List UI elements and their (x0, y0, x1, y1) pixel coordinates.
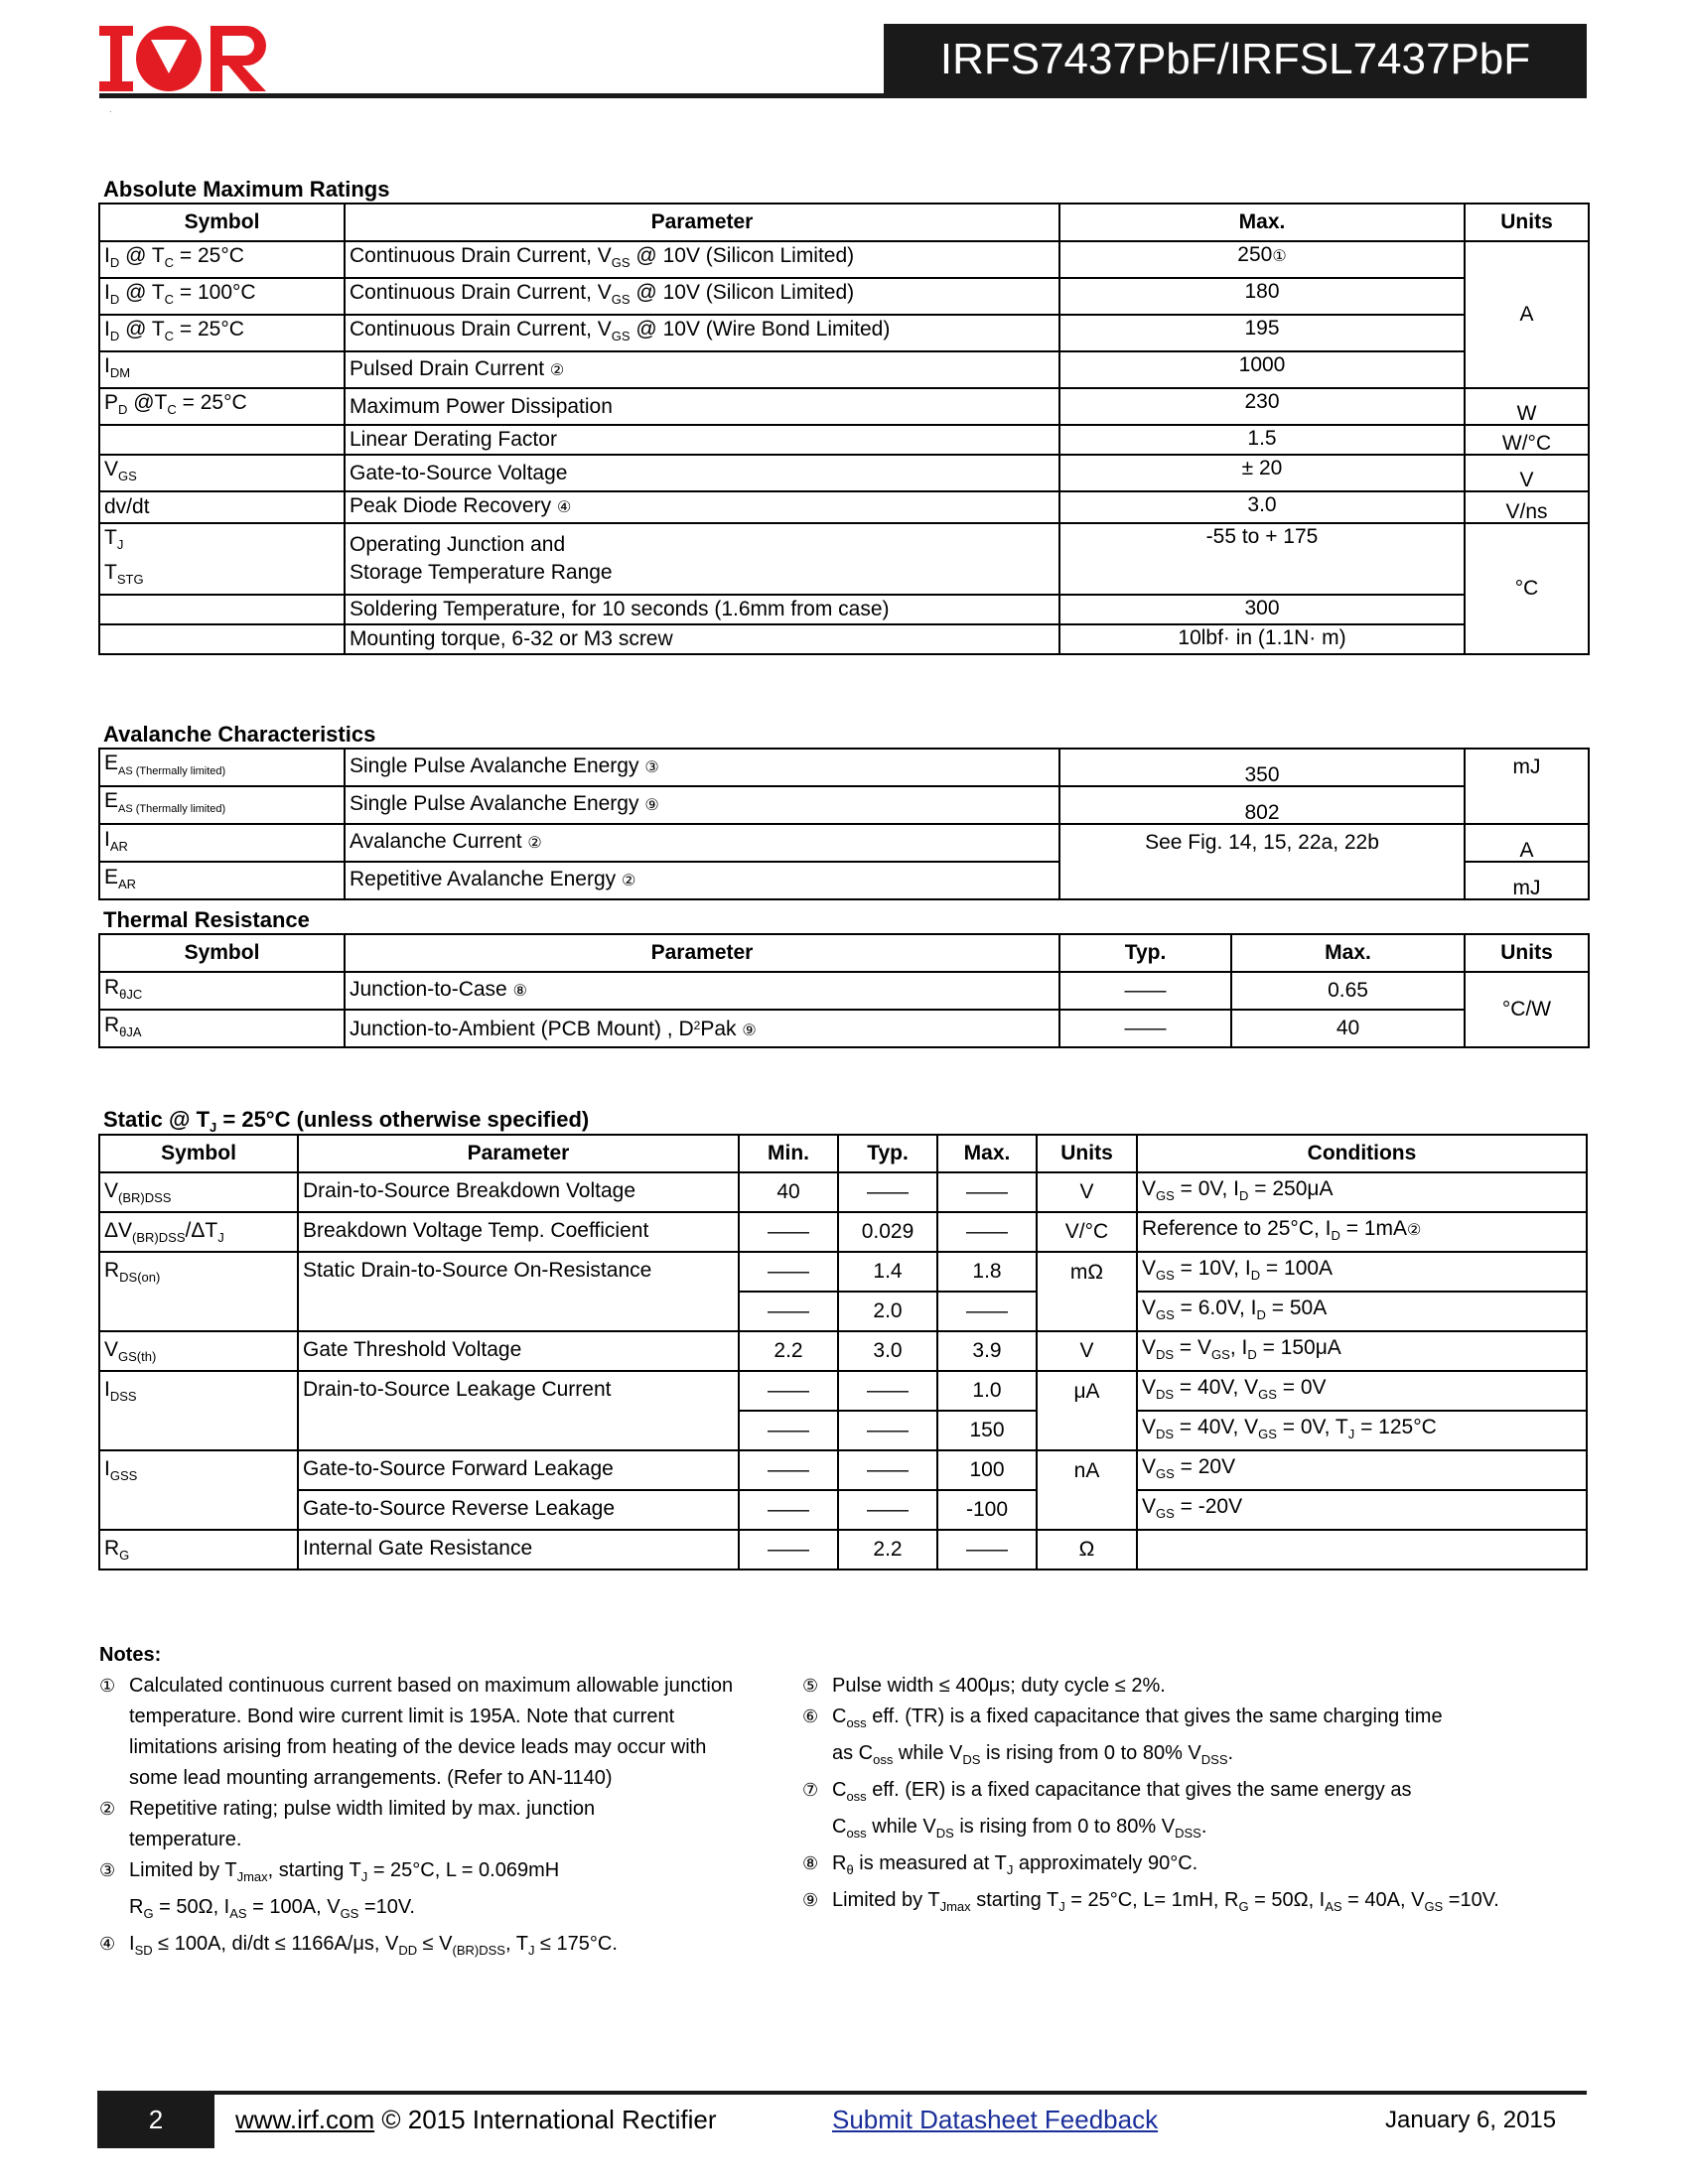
max-cell: 300 (1059, 595, 1465, 624)
table-row (99, 624, 1589, 654)
static-table (98, 1134, 1588, 1570)
min-cell: —— (739, 1450, 838, 1490)
note-text: Pulse width ≤ 400μs; duty cycle ≤ 2%. (832, 1675, 1166, 1697)
note-line (99, 1825, 794, 1855)
max-cell: 230 (1059, 388, 1465, 425)
parameter-cell: Continuous Drain Current, $V_{GS}$ @ 10V (Silicon Limited) (345, 278, 1059, 315)
typ-cell: 3.0 (838, 1331, 937, 1371)
note-line (99, 1929, 794, 1966)
note-text: Limited by $T_{Jmax}$, starting $T_J = 25^\circ C$, L = 0.069mH (129, 1859, 560, 1884)
col-header: Symbol (99, 1135, 298, 1172)
typ-cell: 2.2 (838, 1530, 937, 1570)
note-text: Calculated continuous current based on maximum allowable junction (129, 1675, 734, 1697)
max-cell: 0.65 (1231, 972, 1465, 1010)
typ-cell: 0.029 (838, 1212, 937, 1252)
table-row (99, 523, 1589, 595)
col-header: Typ. (838, 1135, 937, 1172)
table-row (99, 972, 1589, 1010)
table-row (99, 1530, 1587, 1570)
symbol-cell: $I_D$ @ $T_C = 25^\circ C$ (99, 241, 345, 278)
footer-rule (97, 2091, 1587, 2095)
conditions-cell: $V_{DS} = V_{GS}$, $I_D = 150\mu A$ (1137, 1331, 1587, 1371)
max-cell: 1000 (1059, 351, 1465, 388)
col-header: Max. (937, 1135, 1037, 1172)
symbol-cell: $\Delta V_{(BR)DSS}/\Delta T_J$ (99, 1212, 298, 1252)
typ-cell: —— (1059, 972, 1231, 1010)
symbol-cell: dv/dt (99, 491, 345, 523)
avalanche-table (98, 748, 1590, 900)
stray-mark: · (109, 107, 112, 116)
feedback-link[interactable]: Submit Datasheet Feedback (832, 2105, 1159, 2134)
note-line (802, 1702, 1597, 1738)
symbol-cell: $I_{GSS}$ (99, 1450, 298, 1530)
note-text: some lead mounting arrangements. (Refer to AN-1140) (129, 1767, 613, 1789)
note-marker: ③ (99, 1860, 116, 1880)
note-marker: ⑨ (802, 1890, 819, 1910)
symbol-cell (99, 595, 345, 624)
note-line (99, 1855, 794, 1892)
min-cell: —— (739, 1411, 838, 1450)
col-header: Parameter (345, 934, 1059, 972)
conditions-cell: $V_{GS} = 20V$ (1137, 1450, 1587, 1490)
parameter-cell: Drain-to-Source Leakage Current (298, 1371, 739, 1450)
max-cell: 10lbf· in (1.1N· m) (1059, 624, 1465, 654)
table-row (99, 315, 1589, 351)
note-text: $C_{oss}$ while $V_{DS}$ is rising from 0 to 80% $V_{DSS}$. (832, 1816, 1207, 1841)
table-row (99, 1450, 1587, 1490)
conditions-cell: $V_{GS} = 0V$, $I_D = 250\mu A$ (1137, 1172, 1587, 1212)
max-cell: 802 (1059, 786, 1465, 824)
symbol-cell: $I_{DSS}$ (99, 1371, 298, 1450)
col-header: Max. (1231, 934, 1465, 972)
table-row (99, 595, 1589, 624)
parameter-cell: Gate-to-Source Reverse Leakage (298, 1490, 739, 1530)
abs-max-table (98, 203, 1590, 655)
note-marker: ⑦ (802, 1780, 819, 1800)
parameter-cell: Continuous Drain Current, $V_{GS}$ @ 10V (Silicon Limited) (345, 241, 1059, 278)
units-cell: A (1465, 241, 1589, 388)
note-text: limitations arising from heating of the device leads may occur with (129, 1736, 707, 1758)
typ-cell: —— (838, 1172, 937, 1212)
table-row (99, 351, 1589, 388)
min-cell: 40 (739, 1172, 838, 1212)
note-text: temperature. (129, 1829, 242, 1850)
static-title: Static @ $T_J = 25^\circ C$ (unless otherwise specified) (103, 1107, 590, 1135)
parameter-cell: Static Drain-to-Source On-Resistance (298, 1252, 739, 1331)
parameter-cell: Single Pulse Avalanche Energy ③ (345, 749, 1059, 786)
symbol-cell (99, 624, 345, 654)
note-line (802, 1738, 1597, 1775)
note-marker: ⑤ (802, 1676, 819, 1696)
min-cell: —— (739, 1292, 838, 1331)
copyright: © 2015 International Rectifier (381, 2105, 717, 2134)
parameter-cell: Gate-to-Source Voltage (345, 455, 1059, 491)
note-marker: ⑥ (802, 1706, 819, 1726)
note-marker: ⑧ (802, 1853, 819, 1873)
conditions-cell: $V_{DS} = 40V$, $V_{GS} = 0V$, $T_J = 125^\circ C$ (1137, 1411, 1587, 1450)
conditions-cell: $V_{DS} = 40V$, $V_{GS} = 0V$ (1137, 1371, 1587, 1411)
note-line (802, 1885, 1597, 1922)
table-row (99, 1331, 1587, 1371)
note-line (99, 1763, 794, 1794)
max-cell: —— (937, 1212, 1037, 1252)
symbol-cell: $E_{AS (Thermally limited)}$ (99, 749, 345, 786)
symbol-cell: $R_{\theta JC}$ (99, 972, 345, 1010)
symbol-cell: $I_D$ @ $T_C = 25^\circ C$ (99, 315, 345, 351)
table-row (99, 455, 1589, 491)
max-cell: 195 (1059, 315, 1465, 351)
max-cell: See Fig. 14, 15, 22a, 22b (1059, 824, 1465, 899)
max-cell: ± 20 (1059, 455, 1465, 491)
note-line (99, 1702, 794, 1732)
max-cell: -55 to + 175 (1059, 523, 1465, 595)
note-line (802, 1671, 1597, 1702)
notes-title: Notes: (99, 1644, 162, 1666)
footer-credit (235, 2105, 716, 2135)
symbol-cell: $P_D$ $@T_C = 25^\circ C$ (99, 388, 345, 425)
min-cell: —— (739, 1212, 838, 1252)
max-cell: -100 (937, 1490, 1037, 1530)
parameter-cell: Single Pulse Avalanche Energy ⑨ (345, 786, 1059, 824)
max-cell: 1.8 (937, 1252, 1037, 1292)
units-cell: °C (1465, 523, 1589, 654)
notes-section (99, 1640, 1609, 1958)
parameter-cell: Pulsed Drain Current ② (345, 351, 1059, 388)
units-cell: V (1037, 1172, 1137, 1212)
table-row (99, 824, 1589, 862)
notes-right-column (802, 1671, 1597, 1922)
units-cell: mJ (1465, 749, 1589, 824)
symbol-cell: $V_{GS(th)}$ (99, 1331, 298, 1371)
symbol-cell: $I_D$ @ $T_C = 100^\circ C$ (99, 278, 345, 315)
note-text: as $C_{oss}$ while $V_{DS}$ is rising from 0 to 80% $V_{DSS}$. (832, 1742, 1234, 1767)
parameter-cell: Breakdown Voltage Temp. Coefficient (298, 1212, 739, 1252)
table-row (99, 425, 1589, 455)
note-text: $C_{oss}$ eff. (TR) is a fixed capacitance that gives the same charging time (832, 1706, 1443, 1730)
col-header: Parameter (298, 1135, 739, 1172)
typ-cell: —— (1059, 1010, 1231, 1047)
ior-logo (99, 22, 273, 95)
units-cell: nA (1037, 1450, 1137, 1530)
note-line (802, 1812, 1597, 1848)
table-row (99, 241, 1589, 278)
note-text: $C_{oss}$ eff. (ER) is a fixed capacitance that gives the same energy as (832, 1779, 1412, 1804)
note-marker: ④ (99, 1934, 116, 1954)
table-row (99, 278, 1589, 315)
symbol-cell: $I_{DM}$ (99, 351, 345, 388)
table-row (99, 1490, 1587, 1530)
parameter-cell: Internal Gate Resistance (298, 1530, 739, 1570)
note-text: Limited by $T_{Jmax}$ starting $T_J = 25^\circ C$, L= 1mH, $R_G = 50\Omega$, $I_{AS} = 40A$, $V_{GS} =10V$. (832, 1889, 1499, 1914)
avalanche-title: Avalanche Characteristics (103, 722, 376, 747)
note-text: $I_{SD} \le 100A$, di/dt ≤ 1166A/μs, $V_{DD} \le V_{(BR)DSS}$, $T_J \le 175^\circ C$. (129, 1933, 618, 1958)
symbol-cell: $E_{AS (Thermally limited)}$ (99, 786, 345, 824)
note-marker: ① (99, 1676, 116, 1696)
parameter-cell: Operating Junction and Storage Temperature Range (345, 523, 1059, 595)
col-header: Conditions (1137, 1135, 1587, 1172)
min-cell: —— (739, 1490, 838, 1530)
units-cell: mJ (1465, 862, 1589, 899)
typ-cell: —— (838, 1450, 937, 1490)
col-header: Units (1037, 1135, 1137, 1172)
max-cell: 250① (1059, 241, 1465, 278)
note-text: temperature. Bond wire current limit is 195A. Note that current (129, 1706, 675, 1727)
note-line (802, 1775, 1597, 1812)
max-cell: 1.5 (1059, 425, 1465, 455)
note-line (99, 1732, 794, 1763)
max-cell: 350 (1059, 749, 1465, 786)
note-text: $R_G = 50\Omega$, $I_{AS} = 100A$, $V_{GS} =10V$. (129, 1896, 415, 1921)
parameter-cell: Soldering Temperature, for 10 seconds (1.6mm from case) (345, 595, 1059, 624)
col-header: Symbol (99, 204, 345, 241)
col-header: Parameter (345, 204, 1059, 241)
table-row (99, 491, 1589, 523)
footer-date: January 6, 2015 (1385, 2107, 1557, 2133)
units-cell: V (1465, 455, 1589, 491)
table-row (99, 749, 1589, 786)
col-header: Units (1465, 934, 1589, 972)
parameter-cell: Gate-to-Source Forward Leakage (298, 1450, 739, 1490)
units-cell: μA (1037, 1371, 1137, 1450)
max-cell: 1.0 (937, 1371, 1037, 1411)
note-line (99, 1794, 794, 1825)
abs-max-title: Absolute Maximum Ratings (103, 177, 390, 202)
note-line (802, 1848, 1597, 1885)
website-link[interactable]: www.irf.com (235, 2105, 375, 2134)
symbol-cell: $V_{GS}$ (99, 455, 345, 491)
conditions-cell: $V_{GS} = -20V$ (1137, 1490, 1587, 1530)
symbol-cell: $R_G$ (99, 1530, 298, 1570)
note-line (99, 1671, 794, 1702)
note-text: Repetitive rating; pulse width limited by max. junction (129, 1798, 596, 1820)
note-text: $R_\theta$ is measured at $T_J$ approximately 90°C. (832, 1852, 1198, 1877)
table-row (99, 1212, 1587, 1252)
parameter-cell: Mounting torque, 6-32 or M3 screw (345, 624, 1059, 654)
header-rule (99, 93, 1587, 98)
symbol-cell: $E_{AR}$ (99, 862, 345, 899)
parameter-cell: Gate Threshold Voltage (298, 1331, 739, 1371)
col-header: Min. (739, 1135, 838, 1172)
parameter-cell: Avalanche Current ② (345, 824, 1059, 862)
parameter-cell: Linear Derating Factor (345, 425, 1059, 455)
min-cell: —— (739, 1371, 838, 1411)
max-cell: 150 (937, 1411, 1037, 1450)
symbol-cell: $I_{AR}$ (99, 824, 345, 862)
col-header: Symbol (99, 934, 345, 972)
units-cell: °C/W (1465, 972, 1589, 1047)
max-cell: 3.0 (1059, 491, 1465, 523)
page-number: 2 (97, 2091, 214, 2148)
units-cell: V (1037, 1331, 1137, 1371)
units-cell: W/°C (1465, 425, 1589, 455)
note-marker: ② (99, 1799, 116, 1819)
typ-cell: —— (838, 1490, 937, 1530)
max-cell: —— (937, 1292, 1037, 1331)
conditions-cell: $V_{GS} = 6.0V$, $I_D = 50A$ (1137, 1292, 1587, 1331)
symbol-cell: $R_{DS(on)}$ (99, 1252, 298, 1331)
parameter-cell: Junction-to-Ambient (PCB Mount) , $D^2Pak$ ⑨ (345, 1010, 1059, 1047)
parameter-cell: Repetitive Avalanche Energy ② (345, 862, 1059, 899)
table-row (99, 1172, 1587, 1212)
typ-cell: 1.4 (838, 1252, 937, 1292)
max-cell: 3.9 (937, 1331, 1037, 1371)
typ-cell: —— (838, 1371, 937, 1411)
units-cell: V/°C (1037, 1212, 1137, 1252)
min-cell: —— (739, 1252, 838, 1292)
parameter-cell: Continuous Drain Current, $V_{GS}$ @ 10V (Wire Bond Limited) (345, 315, 1059, 351)
note-line (99, 1892, 794, 1929)
parameter-cell: Peak Diode Recovery ④ (345, 491, 1059, 523)
conditions-cell (1137, 1530, 1587, 1570)
max-cell: 40 (1231, 1010, 1465, 1047)
units-cell: A (1465, 824, 1589, 862)
units-cell: Ω (1037, 1530, 1137, 1570)
parameter-cell: Drain-to-Source Breakdown Voltage (298, 1172, 739, 1212)
max-cell: 100 (937, 1450, 1037, 1490)
units-cell: mΩ (1037, 1252, 1137, 1331)
conditions-cell: $V_{GS} = 10V$, $I_D = 100A$ (1137, 1252, 1587, 1292)
units-cell: V/ns (1465, 491, 1589, 523)
notes-left-column (99, 1671, 794, 1966)
thermal-title: Thermal Resistance (103, 907, 310, 932)
min-cell: —— (739, 1530, 838, 1570)
max-cell: 180 (1059, 278, 1465, 315)
symbol-cell: $R_{\theta JA}$ (99, 1010, 345, 1047)
parameter-cell: Junction-to-Case ⑧ (345, 972, 1059, 1010)
max-cell: —— (937, 1172, 1037, 1212)
max-cell: —— (937, 1530, 1037, 1570)
symbol-cell: $T_J$ $T_{STG}$ (99, 523, 345, 595)
col-header: Typ. (1059, 934, 1231, 972)
table-row (99, 388, 1589, 425)
part-number-title: IRFS7437PbF/IRFSL7437PbF (884, 24, 1587, 95)
parameter-cell: Maximum Power Dissipation (345, 388, 1059, 425)
table-row (99, 1010, 1589, 1047)
typ-cell: —— (838, 1411, 937, 1450)
col-header: Units (1465, 204, 1589, 241)
min-cell: 2.2 (739, 1331, 838, 1371)
units-cell: W (1465, 388, 1589, 425)
col-header: Max. (1059, 204, 1465, 241)
symbol-cell (99, 425, 345, 455)
table-row (99, 786, 1589, 824)
table-row (99, 1252, 1587, 1292)
conditions-cell: Reference to 25°C, $I_D$ = 1mA② (1137, 1212, 1587, 1252)
typ-cell: 2.0 (838, 1292, 937, 1331)
thermal-table (98, 933, 1590, 1048)
table-row (99, 1371, 1587, 1411)
symbol-cell: $V_{(BR)DSS}$ (99, 1172, 298, 1212)
